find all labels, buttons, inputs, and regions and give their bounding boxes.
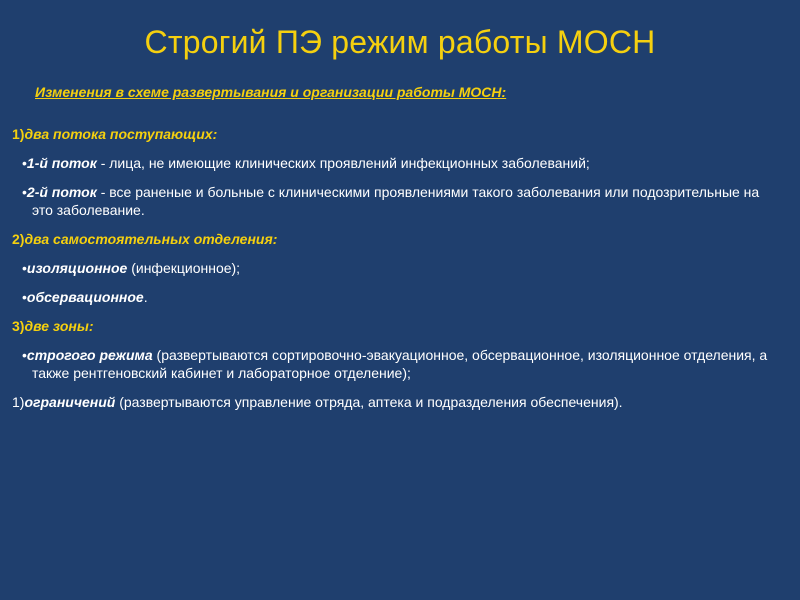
section-heading bbox=[12, 317, 782, 335]
list-item-term: строгого режима bbox=[26, 347, 153, 363]
list-item-term: 2-й поток bbox=[26, 184, 97, 200]
slide-title: Строгий ПЭ режим работы МОСН bbox=[144, 24, 656, 60]
section-heading-text: два потока поступающих: bbox=[24, 126, 218, 142]
section-heading-text: два самостоятельных отделения: bbox=[24, 231, 278, 247]
bullet-icon: • bbox=[22, 260, 27, 276]
section-number: 1) bbox=[12, 126, 25, 142]
section-heading-text: две зоны: bbox=[24, 318, 94, 334]
bullet-icon: • bbox=[22, 289, 27, 305]
section-number: 2) bbox=[12, 231, 25, 247]
list-item-number: 1) bbox=[12, 394, 25, 410]
list-item-text: (развертываются сортировочно-эвакуационное, обсервационное, изоляционное отделения, а также рентгеновский кабинет и лабораторное отделение); bbox=[32, 347, 768, 381]
list-item-text: . bbox=[143, 289, 148, 305]
section-number: 3) bbox=[12, 318, 25, 334]
list-item-text: - лица, не имеющие клинических проявлений инфекционных заболеваний; bbox=[96, 155, 590, 171]
list-item bbox=[12, 288, 782, 306]
list-item-term: изоляционное bbox=[26, 260, 128, 276]
list-item-term: обсервационное bbox=[26, 289, 144, 305]
list-item-term: ограничений bbox=[24, 394, 116, 410]
bullet-icon: • bbox=[22, 347, 27, 363]
list-item bbox=[12, 259, 782, 277]
bullet-icon: • bbox=[22, 184, 27, 200]
section-heading bbox=[12, 230, 782, 248]
list-item-text: - все раненые и больные с клиническими проявлениями такого заболевания или подозрительные на это заболевание. bbox=[32, 184, 760, 218]
bullet-icon: • bbox=[22, 155, 27, 171]
list-item bbox=[12, 346, 782, 382]
list-item bbox=[12, 183, 782, 219]
list-item bbox=[12, 154, 782, 172]
list-item bbox=[12, 393, 782, 411]
list-item-text: (инфекционное); bbox=[127, 260, 241, 276]
section-heading bbox=[12, 125, 782, 143]
list-item-text: (развертываются управление отряда, аптека и подразделения обеспечения). bbox=[115, 394, 623, 410]
list-item-term: 1-й поток bbox=[26, 155, 97, 171]
slide-content bbox=[12, 125, 782, 422]
slide-subtitle: Изменения в схеме развертывания и организации работы МОСН: bbox=[35, 84, 507, 100]
